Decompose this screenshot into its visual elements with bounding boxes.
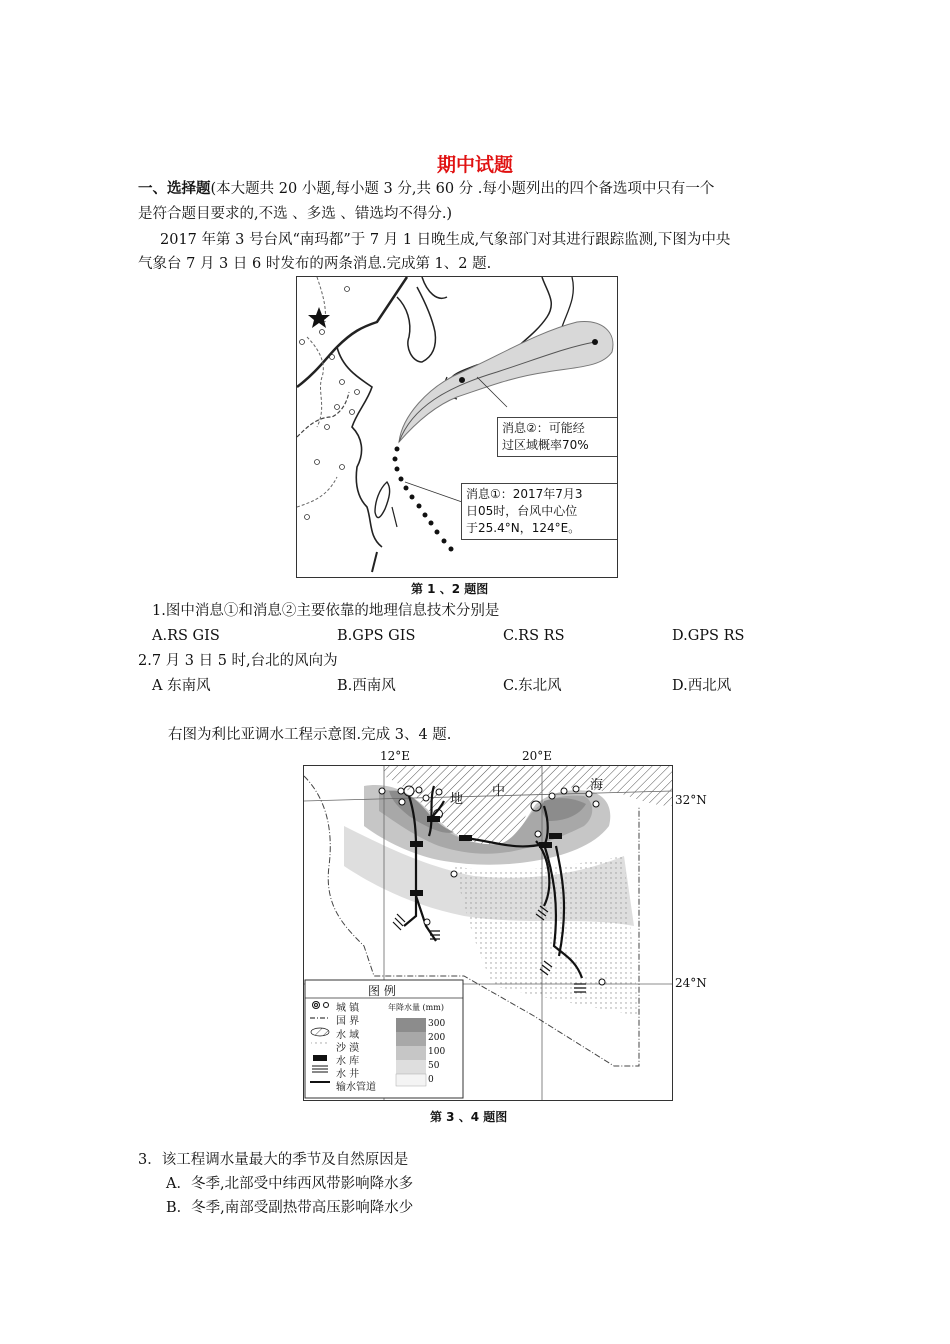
- q2-option-a: A 东南风: [152, 678, 211, 694]
- intro1-line2: 气象台 7 月 3 日 6 时发布的两条消息.完成第 1、2 题.: [138, 256, 492, 272]
- q1-option-d: D.GPS RS: [672, 628, 745, 644]
- legend-reservoir: 水 库: [336, 1056, 360, 1067]
- figure2-caption: 第 3 、4 题图: [430, 1110, 508, 1124]
- legend-pipe: 输水管道: [336, 1082, 376, 1093]
- rain-level-100: 100: [428, 1047, 446, 1057]
- q1-option-c: C.RS RS: [503, 628, 565, 644]
- rain-level-50: 50: [428, 1061, 440, 1071]
- lon-label-12e: 12°E: [380, 749, 411, 763]
- q1-option-b: B.GPS GIS: [337, 628, 416, 644]
- page-title: 期中试题: [436, 154, 513, 176]
- typhoon-callout-1: [461, 483, 618, 540]
- section-instruction-line2: 是符合题目要求的,不选 、多选 、错选均不得分.): [138, 206, 453, 222]
- q3-option-a: A．冬季,北部受中纬西风带影响降水多: [166, 1176, 414, 1192]
- lat-label-32n: 32°N: [675, 793, 707, 807]
- lon-label-20e: 20°E: [522, 749, 553, 763]
- sea-label-2: 中: [492, 784, 506, 799]
- q2-option-c: C.东北风: [503, 678, 562, 694]
- q1-option-a: A.RS GIS: [152, 628, 220, 644]
- q2-stem: 2.7 月 3 日 5 时,台北的风向为: [138, 653, 338, 669]
- callout1-line3: 于25.4°N，124°E。: [466, 521, 581, 535]
- figure1-caption: 第 1 、2 题图: [411, 582, 489, 596]
- libya-map: [303, 765, 673, 1101]
- typhoon-callout-2: [497, 417, 618, 457]
- section-instruction-line1: [138, 179, 714, 199]
- libya-map-graphic: [304, 766, 672, 1100]
- callout2-line1: 消息②：可能经: [502, 421, 585, 435]
- rain-level-0: 0: [428, 1075, 434, 1085]
- q2-option-d: D.西北风: [672, 678, 732, 694]
- legend-well: 水 井: [336, 1069, 360, 1080]
- lat-label-24n: 24°N: [675, 976, 707, 990]
- section-instruction: (本大题共 20 小题,每小题 3 分,共 60 分 .每小题列出的四个备选项中只有一个: [210, 181, 715, 197]
- legend-border: 国 界: [336, 1016, 360, 1027]
- sea-label-3: 海: [590, 778, 604, 793]
- intro1-line1: 2017 年第 3 号台风“南玛都”于 7 月 1 日晚生成,气象部门对其进行跟踪监测,下图为中央: [160, 232, 731, 248]
- legend-town: 城 镇: [336, 1003, 360, 1014]
- section-heading: 一、选择题: [138, 181, 211, 197]
- rain-level-300: 300: [428, 1019, 446, 1029]
- legend-water: 水 域: [336, 1030, 360, 1041]
- callout1-line2: 日05时，台风中心位: [466, 504, 578, 518]
- callout1-line1: 消息①：2017年7月3: [466, 487, 583, 501]
- legend-rain-title: 年降水量 (mm): [388, 1003, 444, 1012]
- rain-level-200: 200: [428, 1033, 446, 1043]
- sea-label-1: 地: [450, 792, 464, 807]
- legend-title: 图 例: [368, 984, 396, 998]
- q3-stem: 3．该工程调水量最大的季节及自然原因是: [138, 1152, 409, 1168]
- typhoon-map: [296, 276, 618, 578]
- q1-stem: 1.图中消息①和消息②主要依靠的地理信息技术分别是: [152, 603, 500, 619]
- q3-option-b: B．冬季,南部受副热带高压影响降水少: [166, 1200, 414, 1216]
- intro2: 右图为利比亚调水工程示意图.完成 3、4 题.: [168, 727, 452, 743]
- q2-option-b: B.西南风: [337, 678, 396, 694]
- legend-desert: 沙 漠: [336, 1043, 360, 1054]
- callout2-line2: 过区域概率70%: [502, 438, 589, 452]
